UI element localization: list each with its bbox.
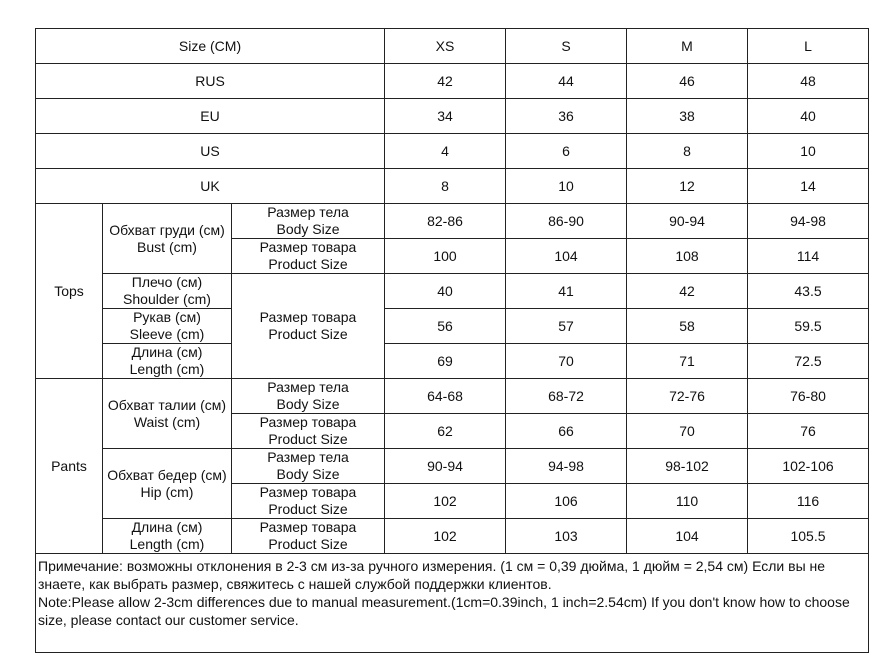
value-cell: 70 [627, 414, 748, 449]
size-type-ru: Размер товара [259, 519, 357, 535]
note-en: Note:Please allow 2-3cm differences due to manual measurement.(1cm=0.39inch, 1 inch=2.54cm) If you don't know how to choose size, please contact our customer service. [38, 594, 850, 628]
note-cell [36, 554, 869, 653]
section-label-tops: Tops [36, 204, 103, 379]
size-type-label [232, 379, 385, 414]
tops-length-row [36, 344, 869, 379]
value-cell: 86-90 [506, 204, 627, 239]
value-cell: 40 [748, 99, 869, 134]
size-type-en: Body Size [276, 396, 340, 412]
size-type-label [232, 519, 385, 554]
size-type-ru: Размер тела [267, 379, 349, 395]
value-cell: 66 [506, 414, 627, 449]
value-cell: 6 [506, 134, 627, 169]
value-cell: 76-80 [748, 379, 869, 414]
size-type-en: Product Size [268, 256, 348, 272]
size-type-label [232, 239, 385, 274]
size-type-label [232, 274, 385, 379]
value-cell: 72-76 [627, 379, 748, 414]
size-type-ru: Размер товара [259, 414, 357, 430]
value-cell: 103 [506, 519, 627, 554]
value-cell: 72.5 [748, 344, 869, 379]
measure-label-en: Length (cm) [129, 536, 205, 552]
value-cell: 42 [385, 64, 506, 99]
size-header-label: Size (CM) [36, 29, 385, 64]
value-cell: 71 [627, 344, 748, 379]
size-m: M [627, 29, 748, 64]
size-type-ru: Размер товара [259, 239, 357, 255]
value-cell: 42 [627, 274, 748, 309]
size-type-en: Body Size [276, 221, 340, 237]
value-cell: 8 [385, 169, 506, 204]
value-cell: 56 [385, 309, 506, 344]
size-type-label [232, 204, 385, 239]
value-cell: 114 [748, 239, 869, 274]
measure-label-ru: Длина (см) [131, 519, 203, 535]
size-type-en: Product Size [268, 431, 348, 447]
measure-label-length [103, 519, 232, 554]
value-cell: 104 [506, 239, 627, 274]
measure-label-sleeve [103, 309, 232, 344]
pants-hip-body-row [36, 449, 869, 484]
conversion-row-eu [36, 99, 869, 134]
measure-label-ru: Рукав (см) [133, 309, 201, 325]
measure-label-en: Sleeve (cm) [129, 326, 205, 342]
measure-label-ru: Обхват груди (см) [109, 221, 225, 238]
value-cell: 94-98 [748, 204, 869, 239]
value-cell: 36 [506, 99, 627, 134]
value-cell: 64-68 [385, 379, 506, 414]
measure-label-en: Length (cm) [129, 361, 205, 377]
measure-label-length [103, 344, 232, 379]
measure-label-en: Bust (cm) [137, 238, 197, 255]
value-cell: 102 [385, 484, 506, 519]
size-type-ru: Размер тела [267, 449, 349, 465]
value-cell: 38 [627, 99, 748, 134]
size-type-ru: Размер товара [259, 484, 357, 500]
value-cell: 46 [627, 64, 748, 99]
measure-label-en: Hip (cm) [140, 483, 194, 500]
conversion-row-uk [36, 169, 869, 204]
value-cell: 98-102 [627, 449, 748, 484]
value-cell: 102 [385, 519, 506, 554]
measure-label-en: Waist (cm) [133, 413, 201, 430]
value-cell: 8 [627, 134, 748, 169]
measure-label-shoulder [103, 274, 232, 309]
size-xs: XS [385, 29, 506, 64]
measure-label-hip [103, 449, 232, 519]
value-cell: 69 [385, 344, 506, 379]
value-cell: 59.5 [748, 309, 869, 344]
pants-length-row [36, 519, 869, 554]
value-cell: 14 [748, 169, 869, 204]
value-cell: 105.5 [748, 519, 869, 554]
tops-shoulder-row [36, 274, 869, 309]
size-type-ru: Размер товара [259, 309, 357, 325]
value-cell: 106 [506, 484, 627, 519]
value-cell: 76 [748, 414, 869, 449]
value-cell: 100 [385, 239, 506, 274]
value-cell: 108 [627, 239, 748, 274]
value-cell: 4 [385, 134, 506, 169]
size-type-label [232, 484, 385, 519]
value-cell: 10 [506, 169, 627, 204]
size-l: L [748, 29, 869, 64]
value-cell: 48 [748, 64, 869, 99]
value-cell: 41 [506, 274, 627, 309]
measure-label-ru: Обхват бедер (см) [107, 466, 227, 483]
conversion-row-rus [36, 64, 869, 99]
pants-waist-body-row [36, 379, 869, 414]
measure-label-ru: Плечо (см) [131, 274, 203, 290]
value-cell: 70 [506, 344, 627, 379]
measure-label-waist [103, 379, 232, 449]
value-cell: 12 [627, 169, 748, 204]
size-chart-table [35, 28, 869, 653]
value-cell: 94-98 [506, 449, 627, 484]
note-ru: Примечание: возможны отклонения в 2-3 см из-за ручного измерения. (1 см = 0,39 дюйма, 1 дюйм = 2,54 см) Если вы не знаете, как выбрать размер, свяжитесь с нашей службой поддержки клиентов. [38, 558, 826, 592]
value-cell: 116 [748, 484, 869, 519]
region-label: RUS [36, 64, 385, 99]
value-cell: 58 [627, 309, 748, 344]
size-s: S [506, 29, 627, 64]
value-cell: 90-94 [627, 204, 748, 239]
size-type-en: Product Size [268, 536, 348, 552]
header-row [36, 29, 869, 64]
measure-label-bust [103, 204, 232, 274]
value-cell: 90-94 [385, 449, 506, 484]
size-type-en: Product Size [268, 326, 348, 342]
tops-sleeve-row [36, 309, 869, 344]
size-type-en: Product Size [268, 501, 348, 517]
value-cell: 43.5 [748, 274, 869, 309]
value-cell: 34 [385, 99, 506, 134]
value-cell: 40 [385, 274, 506, 309]
region-label: UK [36, 169, 385, 204]
section-label-pants: Pants [36, 379, 103, 554]
tops-bust-body-row [36, 204, 869, 239]
value-cell: 110 [627, 484, 748, 519]
value-cell: 10 [748, 134, 869, 169]
size-type-en: Body Size [276, 466, 340, 482]
size-type-label [232, 414, 385, 449]
value-cell: 104 [627, 519, 748, 554]
value-cell: 62 [385, 414, 506, 449]
value-cell: 68-72 [506, 379, 627, 414]
measure-label-en: Shoulder (cm) [123, 291, 211, 307]
region-label: EU [36, 99, 385, 134]
value-cell: 44 [506, 64, 627, 99]
size-type-label [232, 449, 385, 484]
region-label: US [36, 134, 385, 169]
value-cell: 82-86 [385, 204, 506, 239]
value-cell: 57 [506, 309, 627, 344]
value-cell: 102-106 [748, 449, 869, 484]
conversion-row-us [36, 134, 869, 169]
note-row [36, 554, 869, 653]
size-type-ru: Размер тела [267, 204, 349, 220]
measure-label-ru: Обхват талии (см) [107, 396, 227, 413]
measure-label-ru: Длина (см) [131, 344, 203, 360]
